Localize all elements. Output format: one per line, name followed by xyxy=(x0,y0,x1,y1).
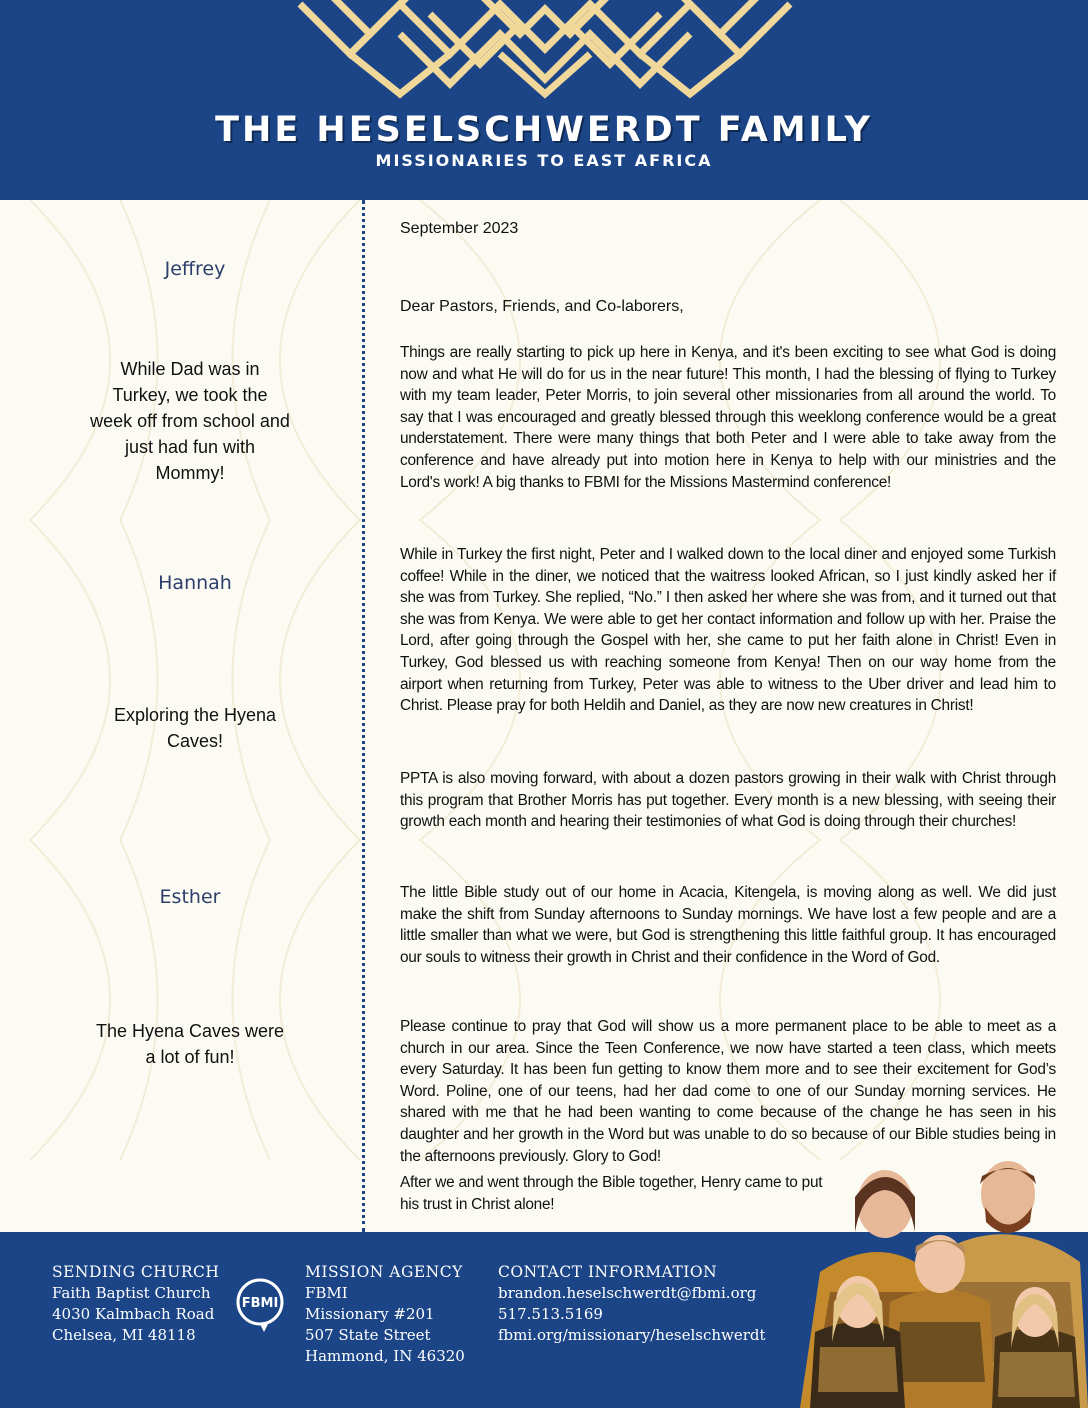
child-name-hannah: Hannah xyxy=(158,572,232,594)
letter-paragraph: While in Turkey the first night, Peter and I walked down to the local diner and enjoyed some Turkish coffee! While in the diner, we noticed that the waitress looked African, so I just kindly asked her if she was from Turkey. She replied, “No.” I then asked her where she was from, and it turned out that she was from Kenya. We were able to get her contact information and follow up with her. Praise the Lord, after going through the Gospel with her, she came to put her faith alone in Christ! Even in Turkey, God blessed us with reaching someone from Kenya! Then on our way home from the airport when returning from Turkey, Peter was able to witness to the Uber driver and lead him to Christ. Please pray for both Heldih and Daniel, as they are now new creatures in Christ! xyxy=(400,546,1056,715)
child-name-jeffrey: Jeffrey xyxy=(164,258,226,280)
sending-church-line: 4030 Kalmbach Road xyxy=(52,1305,215,1323)
mission-agency-line: Missionary #201 xyxy=(305,1305,435,1323)
letter-paragraph: Things are really starting to pick up here in Kenya, and it's been exciting to see what God is doing now and what He will do for us in the near future! This month, I had the blessing of flying to Turkey with my team leader, Peter Morris, to join several other missionaries from all around the world. To say that I was encouraged and greatly blessed through this weeklong conference would be a great understatement. There were many things that both Peter and I were able to take away from the conference and have already put into motion here in Kenya to help with our ministries and the Lord's work! A big thanks to FBMI for the Missions Mastermind conference! xyxy=(400,344,1056,491)
page-title: THE HESELSCHWERDT FAMILY xyxy=(215,110,873,150)
page-header xyxy=(0,0,1088,200)
mission-agency-heading: MISSION AGENCY xyxy=(305,1263,463,1281)
sending-church-line: Faith Baptist Church xyxy=(52,1284,211,1302)
letter-greeting: Dear Pastors, Friends, and Co-laborers, xyxy=(400,298,684,315)
letter-closing: After we and went through the Bible together, Henry came to put his trust in Christ alone! xyxy=(400,1174,823,1213)
contact-info-heading: CONTACT INFORMATION xyxy=(498,1263,718,1281)
letter-paragraph: Please continue to pray that God will show us a more permanent place to be able to meet as a church in our area. Since the Teen Conference, we now have started a teen class, which meets every Saturday. It has been fun getting to know them more and to see their excitement for God’s Word. Poline, one of our teens, had her dad come to one of our Sunday morning services. He shared with me that he had been wanting to come because of the change he has seen in his daughter and her growth in the Word but was unable to do so because of our Bible studies being in the afternoons previously. Glory to God! xyxy=(400,1018,1056,1165)
child-caption-esther: The Hyena Caves were a lot of fun! xyxy=(95,1021,285,1067)
sending-church-line: Chelsea, MI 48118 xyxy=(52,1326,196,1344)
mission-agency-line: Hammond, IN 46320 xyxy=(305,1347,465,1365)
letter-paragraph: PPTA is also moving forward, with about a dozen pastors growing in their walk with Christ through this program that Brother Morris has put together. Every month is a new blessing, with seeing their growth each month and hearing their testimonies of what God is doing through their churches! xyxy=(400,770,1056,831)
letter-paragraph: The little Bible study out of our home in Acacia, Kitengela, is moving along as well. We did just make the shift from Sunday afternoons to Sunday mornings. We have lost a few people and are a little smaller than what we were, but God is strengthening this little faithful group. It has encouraged our souls to witness their growth in Christ and their confidence in the Word of God. xyxy=(400,884,1056,966)
page-subtitle: MISSIONARIES TO EAST AFRICA xyxy=(375,151,713,170)
sending-church-block xyxy=(52,1262,219,1346)
family-photo xyxy=(780,1152,1088,1408)
fbmi-logo-text: FBMI xyxy=(241,1296,279,1311)
column-divider xyxy=(362,200,365,1232)
contact-website[interactable]: fbmi.org/missionary/heselschwerdt xyxy=(498,1326,766,1344)
child-caption-hannah: Exploring the Hyena Caves! xyxy=(113,705,277,751)
contact-info-block xyxy=(498,1262,766,1346)
child-caption-jeffrey: While Dad was in Turkey, we took the week off from school and just had fun with Mommy! xyxy=(90,359,290,483)
contact-email[interactable]: brandon.heselschwerdt@fbmi.org xyxy=(498,1284,757,1302)
gold-knot-ornament xyxy=(290,0,800,102)
fbmi-logo xyxy=(234,1276,286,1332)
mission-agency-line: 507 State Street xyxy=(305,1326,431,1344)
mission-agency-line: FBMI xyxy=(305,1284,348,1302)
letter-date: September 2023 xyxy=(400,220,519,237)
sending-church-heading: SENDING CHURCH xyxy=(52,1263,220,1281)
contact-phone: 517.513.5169 xyxy=(498,1305,603,1323)
mission-agency-block xyxy=(305,1262,465,1367)
child-name-esther: Esther xyxy=(159,886,221,908)
